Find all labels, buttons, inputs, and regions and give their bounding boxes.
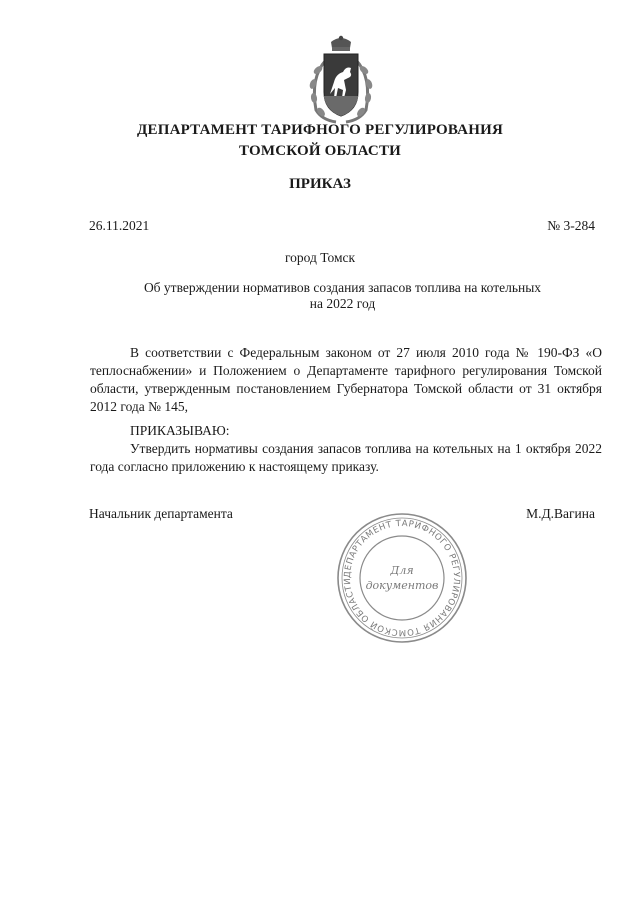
organization-name <box>0 120 640 162</box>
signatory-title: Начальник департамента <box>89 506 233 521</box>
order-paragraph <box>90 440 602 476</box>
official-stamp <box>334 510 470 646</box>
document-subject <box>90 280 595 312</box>
org-line-2: ТОМСКОЙ ОБЛАСТИ <box>238 143 402 159</box>
stamp-inner-line-2: документов <box>365 579 439 592</box>
stamp-ring-text: ДЕПАРТАМЕНТ ТАРИФНОГО РЕГУЛИРОВАНИЯ ТОМСКОЙ ОБЛАСТИ <box>342 518 462 638</box>
order-text: Утвердить нормативы создания запасов топлива на котельных на 1 октября 2022 года согласно приложению к настоящему приказу. <box>90 441 602 474</box>
document-date: 26.11.2021 <box>89 218 150 233</box>
preamble-paragraph <box>90 344 602 416</box>
svg-text:ДЕПАРТАМЕНТ ТАРИФНОГО РЕГУЛИРО <box>343 519 461 637</box>
signatory-name: М.Д.Вагина <box>526 506 595 521</box>
tomsk-coat-of-arms-icon <box>296 32 386 128</box>
subject-line-1: Об утверждении нормативов создания запасов топлива на котельных <box>143 280 542 295</box>
document-number: № 3-284 <box>547 218 595 233</box>
stamp-inner-line-1: Для <box>390 564 414 577</box>
preamble-text: В соответствии с Федеральным законом от 27 июля 2010 года № 190-ФЗ «О теплоснабжении» и Положением о Департаменте тарифного регулирования Томской области, утвержденным постановлением Губернатора Томской области от 31 октября 2012 года № 145, <box>90 345 602 414</box>
document-city: город Томск <box>284 250 356 265</box>
document-type: ПРИКАЗ <box>289 176 351 192</box>
subject-line-2: на 2022 год <box>309 296 376 311</box>
order-word: ПРИКАЗЫВАЮ: <box>130 423 230 438</box>
org-line-1: ДЕПАРТАМЕНТ ТАРИФНОГО РЕГУЛИРОВАНИЯ <box>137 122 503 138</box>
